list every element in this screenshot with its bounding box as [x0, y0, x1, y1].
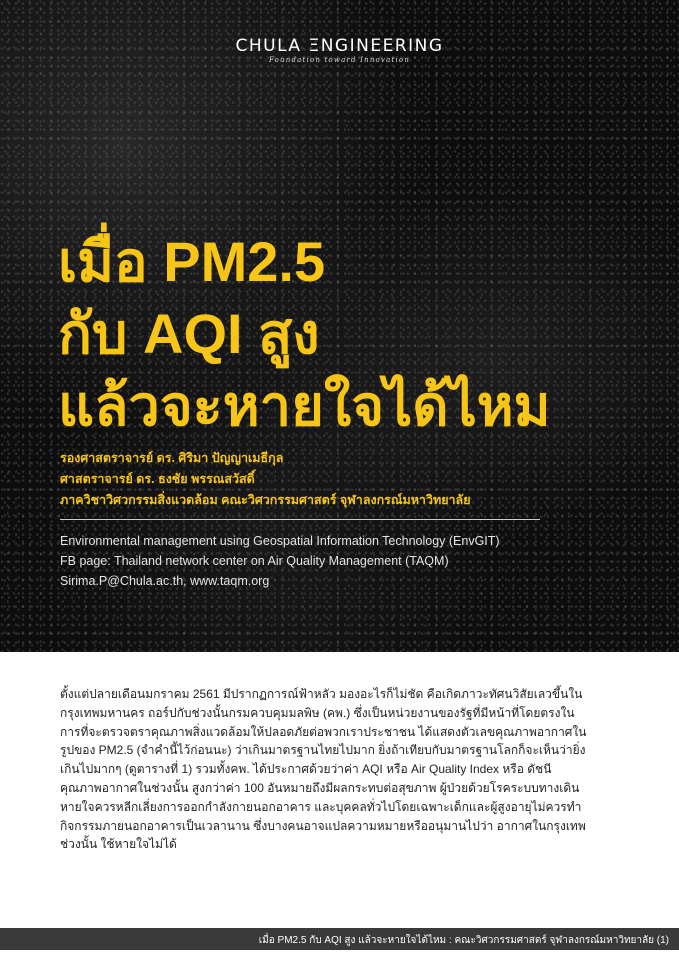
- body-line: กรุงเทพมหานคร ถอร์ปกับช่วงนั้นกรมควบคุมมลพิษ (คพ.) ซึ่งเป็นหน่วยงานของรัฐที่มีหน้าที่โดยตรงใน: [60, 705, 575, 720]
- contact-lab: Environmental management using Geospatial Information Technology (EnvGIT): [60, 534, 500, 548]
- body-line: เกินไปมากๆ (ดูตารางที่ 1) รวมทั้งคพ. ได้ประกาศด้วยว่าค่า AQI หรือ Air Quality Index หรือ ดัชนี: [60, 762, 552, 777]
- body-line: คุณภาพอากาศในช่วงนั้น สูงกว่าค่า 100 อันหมายถึงมีผลกระทบต่อสุขภาพ ผู้ป่วยด้วยโรคระบบทางเดิน: [60, 780, 580, 795]
- body-line: รูปของ PM2.5 (จำคำนี้ไว้ก่อนนะ) ว่าเกินมาตรฐานไทยไปมาก ยิ่งถ้าเทียบกับมาตรฐานโลกก็จะเห็นว่ายิ่ง: [60, 743, 586, 758]
- author-list: [60, 448, 471, 511]
- body-line: กิจกรรมภายนอกอาคารเป็นเวลานาน ซึ่งบางคนอาจแปลความหมายหรืออนุมานไปว่า อากาศในกรุงเทพ: [60, 818, 586, 833]
- title-line-2: กับ AQI สูง: [58, 302, 320, 365]
- cover-title: [58, 226, 551, 442]
- body-line: การที่จะตรวจตราคุณภาพสิ่งแวดล้อมให้ปลอดภัยต่อพวกเราประชาชน ได้แสดงตัวเลขคุณภาพอากาศใน: [60, 724, 587, 739]
- chula-engineering-logo: CHULA ΞNGINEERING: [235, 36, 444, 56]
- author-2: ศาสตราจารย์ ดร. ธงชัย พรรณสวัสดิ์: [60, 472, 255, 486]
- contact-email-web: Sirima.P@Chula.ac.th, www.taqm.org: [60, 574, 270, 588]
- contact-fb-page: FB page: Thailand network center on Air Quality Management (TAQM): [60, 554, 449, 568]
- body-line: ช่วงนั้น ใช้หายใจไม่ได้: [60, 837, 177, 852]
- author-1: รองศาสตราจารย์ ดร. ศิริมา ปัญญาเมธีกุล: [60, 451, 284, 465]
- body-line: ตั้งแต่ปลายเดือนมกราคม 2561 มีปรากฏการณ์ฟ้าหลัว มองอะไรก็ไม่ชัด คือเกิดภาวะทัศนวิสัยเลวขึ้นใน: [60, 687, 583, 701]
- divider: [60, 519, 540, 520]
- footer-running-title: เมื่อ PM2.5 กับ AQI สูง แล้วจะหายใจได้ไหม : คณะวิศวกรรมศาสตร์ จุฬาลงกรณ์มหาวิทยาลัย (1): [258, 935, 669, 946]
- article-body: [60, 685, 628, 854]
- title-line-3: แล้วจะหายใจได้ไหม: [58, 374, 551, 437]
- logo-tagline: Foundation toward Innovation: [268, 56, 411, 64]
- body-line: หายใจควรหลีกเลี่ยงการออกกำลังกายนอกอาคาร และบุคคลทั่วไปโดยเฉพาะเด็กและผู้สูงอายุไม่ควรทำ: [60, 799, 582, 814]
- contact-info: [60, 531, 500, 591]
- author-affiliation: ภาควิชาวิศวกรรมสิ่งแวดล้อม คณะวิศวกรรมศาสตร์ จุฬาลงกรณ์มหาวิทยาลัย: [60, 493, 471, 507]
- title-line-1: เมื่อ PM2.5: [58, 230, 326, 293]
